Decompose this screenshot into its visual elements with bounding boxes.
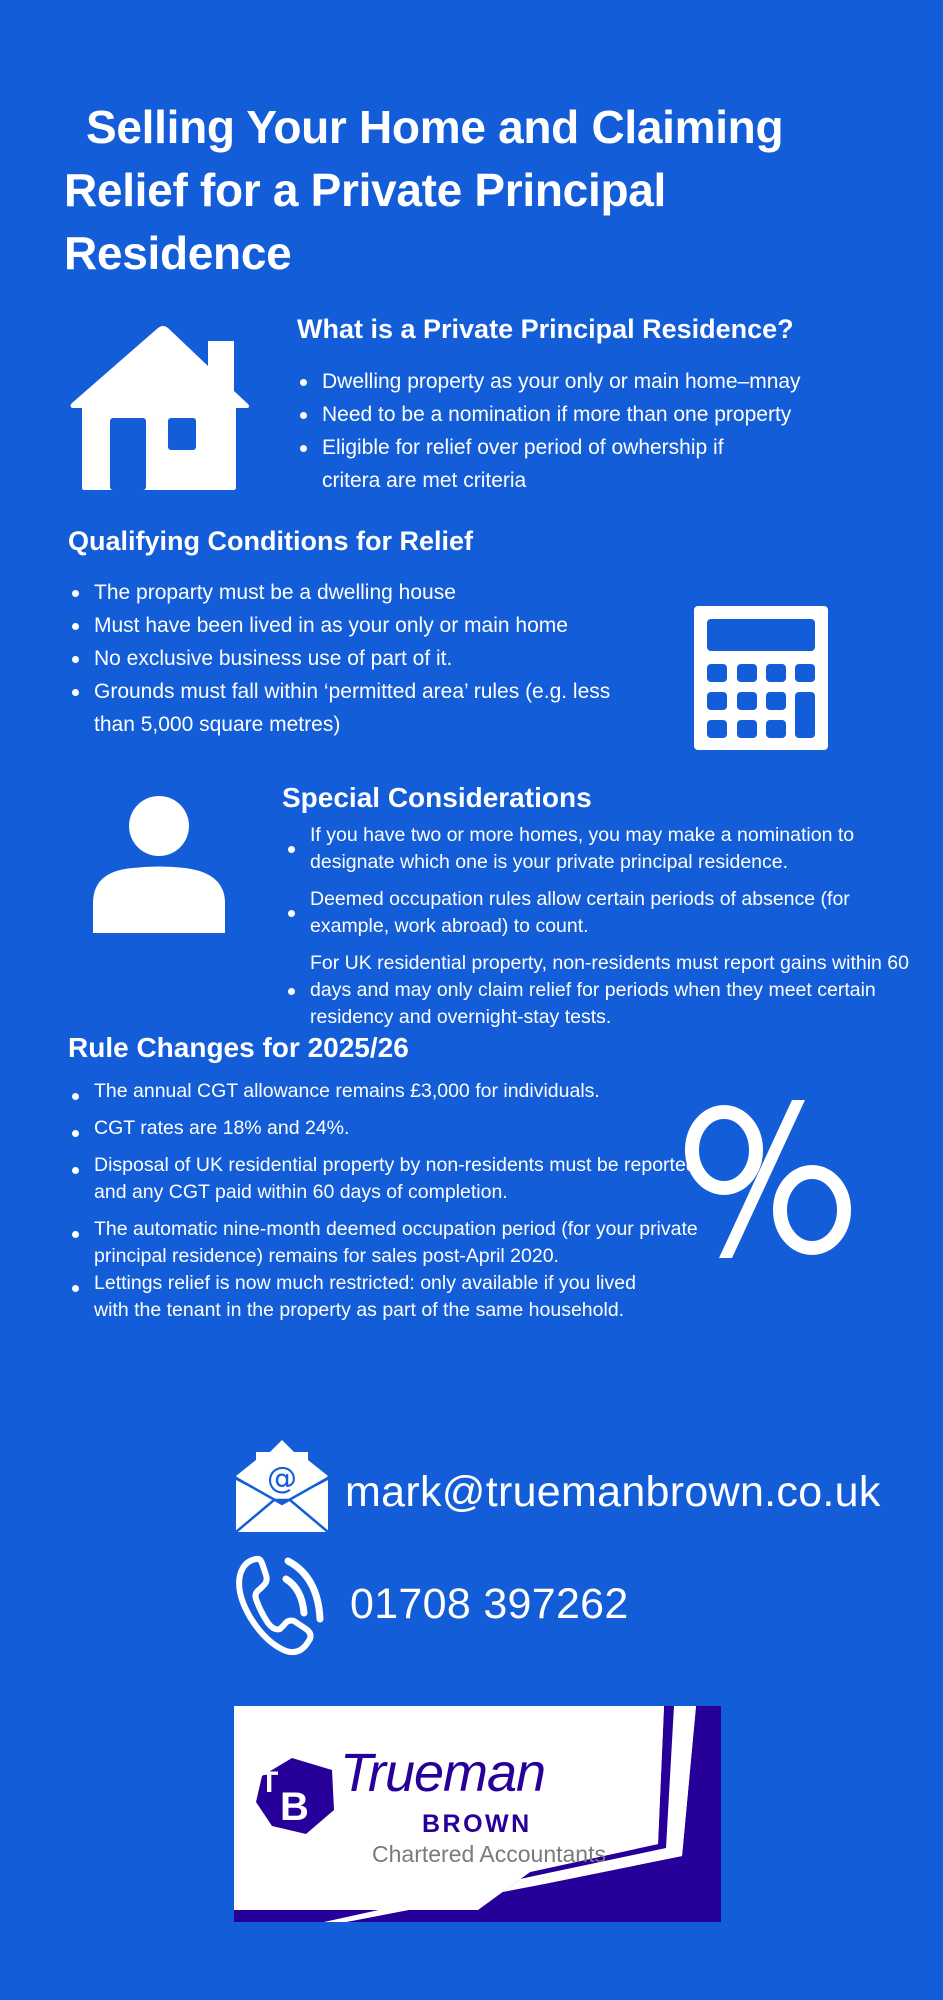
list-item: Deemed occupation rules allow certain periods of absence (for example, work abroad) to count.	[284, 886, 900, 940]
qualifying-list	[68, 576, 648, 741]
percent-icon	[684, 1100, 854, 1260]
company-logo	[234, 1706, 721, 1922]
list-item: Eligible for relief over period of owhership if critera are met criteria	[296, 431, 782, 497]
logo-tagline: Chartered Accountants	[372, 1841, 606, 1867]
person-icon	[93, 795, 225, 935]
section-heading-special: Special Considerations	[282, 782, 592, 813]
list-item: For UK residential property, non-residents must report gains within 60 days and may only claim relief for periods when they meet certain residency and overnight-stay tests.	[284, 950, 910, 1031]
svg-text:@: @	[267, 1461, 297, 1496]
title-line-2: Relief for a Private Principal	[64, 164, 667, 216]
list-item: Disposal of UK residential property by non-residents must be reported and any CGT paid within 60 days of completion.	[68, 1152, 699, 1206]
list-item: No exclusive business use of part of it.	[68, 642, 648, 675]
list-item: Dwelling property as your only or main home–mnay	[296, 365, 896, 398]
list-item: CGT rates are 18% and 24%.	[68, 1115, 688, 1142]
what-is-list	[296, 365, 896, 497]
list-item: Need to be a nomination if more than one property	[296, 398, 896, 431]
email-link[interactable]: mark@truemanbrown.co.uk	[345, 1468, 881, 1516]
calculator-icon	[694, 606, 828, 750]
list-item: The automatic nine-month deemed occupation period (for your private principal residence) remains for sales post-April 2020.	[68, 1216, 699, 1270]
title-line-1: Selling Your Home and Claiming	[86, 101, 784, 153]
house-icon	[70, 326, 250, 490]
email-icon	[234, 1438, 330, 1534]
list-item: Grounds must fall within ‘permitted area’ rules (e.g. less than 5,000 square metres)	[68, 675, 634, 741]
title-line-3: Residence	[64, 227, 292, 279]
section-heading-qualifying: Qualifying Conditions for Relief	[68, 526, 473, 556]
page-title	[64, 96, 904, 285]
logo-name-trueman: Trueman	[340, 1743, 546, 1803]
logo-name-brown: BROWN	[422, 1810, 532, 1838]
list-item: If you have two or more homes, you may make a nomination to designate which one is your private principal residence.	[284, 822, 890, 876]
list-item: Must have been lived in as your only or main home	[68, 609, 648, 642]
logo-monogram: T	[260, 1766, 279, 1799]
list-item: The proparty must be a dwelling house	[68, 576, 648, 609]
list-item: The annual CGT allowance remains £3,000 for individuals.	[68, 1078, 688, 1105]
section-heading-rule-changes: Rule Changes for 2025/26	[68, 1032, 409, 1063]
svg-text:B: B	[280, 1785, 309, 1829]
rule-changes-list	[68, 1078, 698, 1334]
section-heading-what-is: What is a Private Principal Residence?	[297, 314, 794, 344]
special-list	[284, 822, 924, 1041]
phone-number[interactable]: 01708 397262	[350, 1580, 629, 1628]
list-item: Lettings relief is now much restricted: only available if you lived with the tenant in the property as part of the same household.	[68, 1270, 659, 1324]
phone-icon	[234, 1553, 330, 1657]
